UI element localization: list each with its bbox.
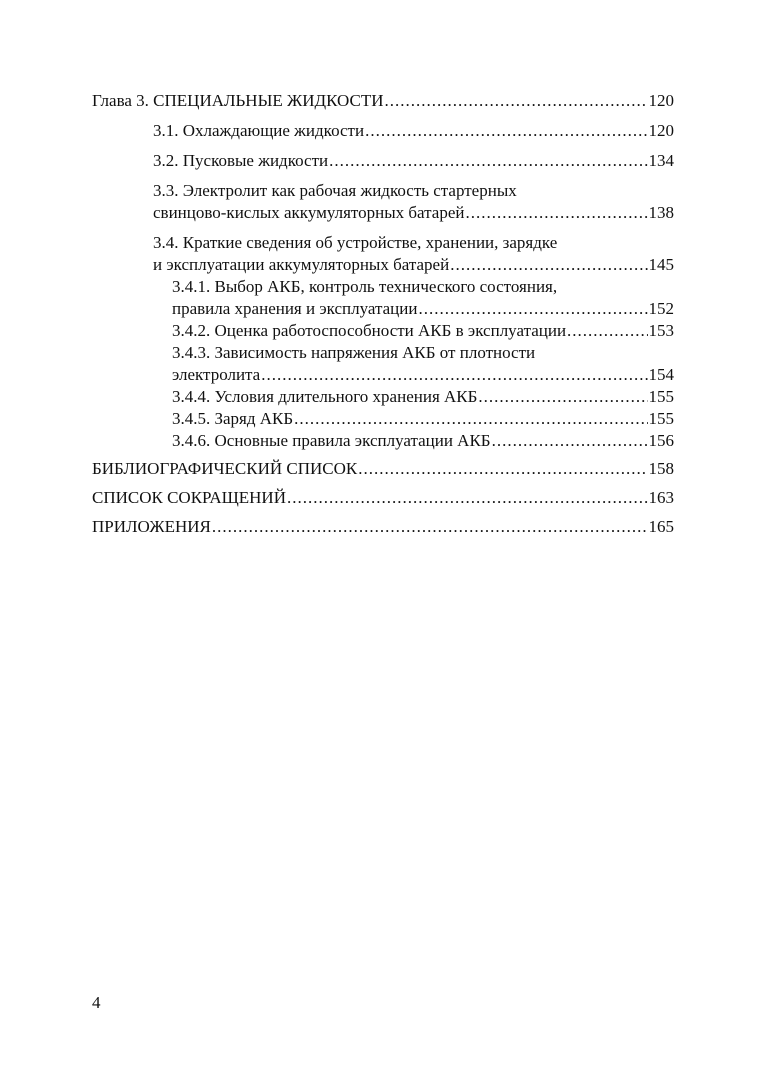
toc-entry-3-4-4[interactable] <box>172 386 674 408</box>
toc-entry-title: ПРИЛОЖЕНИЯ <box>92 517 211 536</box>
toc-page-number: 155 <box>648 409 674 428</box>
dot-leader <box>261 364 647 386</box>
dot-leader <box>465 202 647 224</box>
toc-entry-title: 3.1. Охлаждающие жидкости <box>153 121 365 140</box>
dot-leader <box>294 408 647 430</box>
toc-entry-title: 3.4. Краткие сведения об устройстве, хранении, зарядке <box>153 233 558 252</box>
toc-entry-title: БИБЛИОГРАФИЧЕСКИЙ СПИСОК <box>92 459 358 478</box>
toc-entry-title-cont: свинцово-кислых аккумуляторных батарей <box>153 203 465 222</box>
toc-entry-3-4-6[interactable] <box>172 430 674 452</box>
toc-page-number: 155 <box>648 387 674 406</box>
toc-page-number: 120 <box>648 91 674 110</box>
dot-leader <box>385 90 648 112</box>
toc-entry-title: 3.3. Электролит как рабочая жидкость стартерных <box>153 181 517 200</box>
toc-page-number: 153 <box>648 321 674 340</box>
toc-entry-title-cont: правила хранения и эксплуатации <box>172 299 418 318</box>
dot-leader <box>478 386 647 408</box>
toc-page-number: 138 <box>648 203 674 222</box>
toc-entry-title: 3.4.1. Выбор АКБ, контроль технического состояния, <box>172 277 558 296</box>
toc-entry-title: Глава 3. СПЕЦИАЛЬНЫЕ ЖИДКОСТИ <box>92 91 384 110</box>
dot-leader <box>567 320 647 342</box>
page-number: 4 <box>92 993 101 1012</box>
toc-page-number: 120 <box>648 121 674 140</box>
toc-entry-abbreviations[interactable] <box>92 487 674 509</box>
toc-entry-title: 3.4.2. Оценка работоспособности АКБ в эксплуатации <box>172 321 567 340</box>
toc-page-number: 134 <box>648 151 674 170</box>
toc-entry-3-4-3[interactable] <box>172 342 674 386</box>
toc-entry-title: 3.4.5. Заряд АКБ <box>172 409 294 428</box>
toc-page-number: 145 <box>648 255 674 274</box>
toc-entry-chapter-3[interactable] <box>92 90 674 112</box>
toc-entry-3-1[interactable] <box>153 120 674 142</box>
toc-entry-title: 3.2. Пусковые жидкости <box>153 151 329 170</box>
dot-leader <box>287 487 648 509</box>
toc-page-number: 154 <box>648 365 674 384</box>
toc-page-number: 158 <box>648 459 674 478</box>
toc-entry-bibliography[interactable] <box>92 458 674 480</box>
table-of-contents <box>92 90 674 538</box>
toc-entry-title: 3.4.6. Основные правила эксплуатации АКБ <box>172 431 491 450</box>
toc-entry-appendices[interactable] <box>92 516 674 538</box>
toc-page-number: 152 <box>648 299 674 318</box>
dot-leader <box>418 298 647 320</box>
toc-entry-3-4-2[interactable] <box>172 320 674 342</box>
dot-leader <box>450 254 647 276</box>
toc-entry-3-4[interactable] <box>153 232 674 276</box>
toc-entry-3-3[interactable] <box>153 180 674 224</box>
dot-leader <box>329 150 647 172</box>
toc-entry-title: СПИСОК СОКРАЩЕНИЙ <box>92 488 286 507</box>
toc-entry-3-4-1[interactable] <box>172 276 674 320</box>
toc-entry-title-cont: и эксплуатации аккумуляторных батарей <box>153 255 450 274</box>
toc-entry-title: 3.4.3. Зависимость напряжения АКБ от плотности <box>172 343 536 362</box>
dot-leader <box>365 120 647 142</box>
dot-leader <box>358 458 647 480</box>
toc-entry-title-cont: электролита <box>172 365 261 384</box>
toc-entry-3-4-5[interactable] <box>172 408 674 430</box>
toc-entry-title: 3.4.4. Условия длительного хранения АКБ <box>172 387 478 406</box>
dot-leader <box>492 430 648 452</box>
toc-entry-3-2[interactable] <box>153 150 674 172</box>
toc-page-number: 165 <box>648 517 674 536</box>
dot-leader <box>212 516 648 538</box>
toc-page-number: 163 <box>648 488 674 507</box>
toc-page-number: 156 <box>648 431 674 450</box>
